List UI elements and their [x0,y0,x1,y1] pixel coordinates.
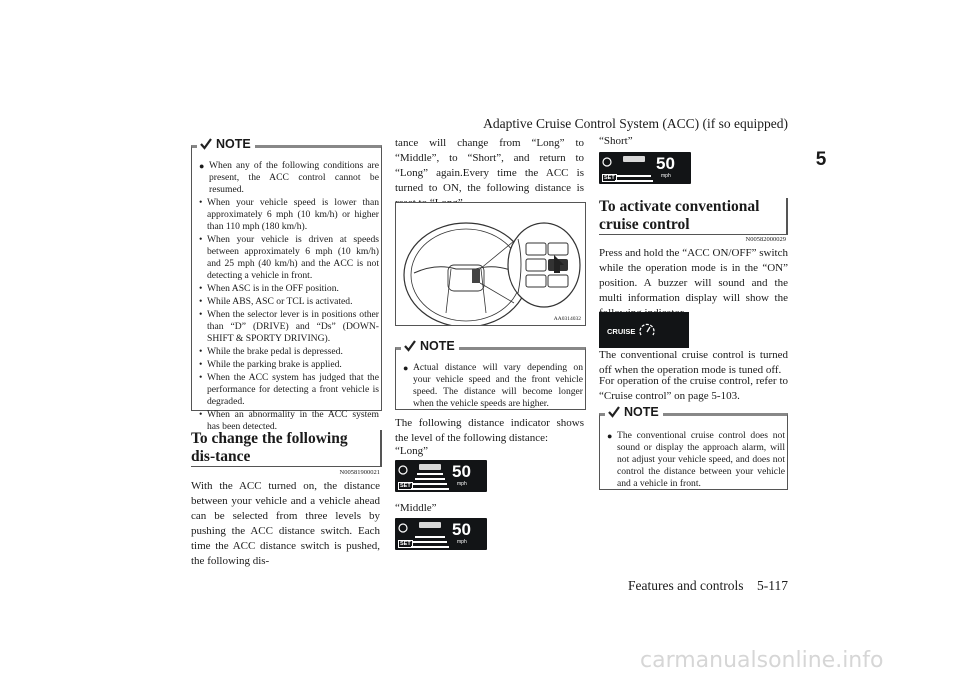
watermark: carmanualsonline.info [640,648,884,673]
distance-display-middle [395,518,487,550]
steering-wheel-figure [395,202,586,326]
checkmark-icon [403,339,417,353]
note-box-1 [191,137,382,432]
set-indicator: SET [604,175,615,181]
section-heading-cruise: To activate conventional cruise control [599,198,788,235]
note-heading [401,339,459,353]
set-indicator: SET [400,483,411,489]
distance-label-long: “Long” [395,445,428,457]
condition-item: • When ASC is in the OFF position. [199,283,379,295]
condition-item: • When your vehicle speed is lower than approximately 6 mph (10 km/h) or higher than 110 mph (180 km/h). [199,197,379,233]
page-footer: Features and controls 5-117 [628,578,788,593]
note-content: ● The conventional cruise control does not sound or display the approach alarm, will not adjust your vehicle speed, and does not control the distance between your vehicle and a vehicle in front. [607,430,785,490]
paragraph: tance will change from “Long” to “Middle”, to “Short”, and return to “Long” again.Every time the ACC is turned to ON, the following distance is [395,137,584,194]
note-content [199,160,379,433]
speed-value: 50 [656,154,675,173]
cruise-label: CRUISE [607,327,636,336]
section-code: N00581900021 [339,469,380,476]
distance-display-short [599,152,691,184]
paragraph: Press and hold the “ACC ON/OFF” switch while the operation mode is in the “ON” position. A buzzer will sound and the multi information display will show the [599,247,788,304]
checkmark-icon [607,405,621,419]
paragraph: The conventional cruise control is turned off when the operation mode is tuned off. [599,349,788,376]
condition-item: • When the selector lever is in positions other than “D” (DRIVE) and “Ds” (DOWN-SHIFT & SPORTY DRIVING). [199,309,379,345]
speedometer-icon [637,320,657,340]
condition-item: • When an abnormality in the ACC system has been detected. [199,409,379,433]
section-heading-distance: To change the following dis-tance [191,430,382,467]
steering-wheel-illustration [396,203,585,325]
figure-code: AA0314032 [553,316,581,322]
distance-display-long [395,460,487,492]
checkmark-icon [199,137,213,151]
set-indicator: SET [400,541,411,547]
note-heading [605,405,663,419]
section-code: N00582000029 [745,236,786,243]
page-header-title: Adaptive Cruise Control System (ACC) (if so equipped) [483,116,788,131]
note-box-3 [599,405,788,490]
paragraph: With the ACC turned on, the distance between your vehicle and a vehicle ahead can be selected from three levels by pushing the ACC distance switch. Each time the ACC distance switch is pushed, the following dis- [191,480,380,567]
note-label: NOTE [420,339,455,353]
condition-item: • While the parking brake is applied. [199,359,379,371]
speed-unit: mph [661,173,671,179]
condition-item: • When your vehicle is driven at speeds between approximately 6 mph (10 km/h) and 25 mph (40 km/h) and the ACC is not detecting a vehicle in front. [199,234,379,282]
speed-unit: mph [457,481,467,487]
cruise-indicator-display [599,312,689,348]
distance-label-short: “Short” [599,135,633,147]
speed-value: 50 [452,462,471,481]
condition-item: • When the ACC system has judged that the performance for detecting a front vehicle is degraded. [199,372,379,408]
note-box-2 [395,339,586,410]
condition-item: • While the brake pedal is depressed. [199,346,379,358]
chapter-tab: 5 [803,134,839,185]
note-label: NOTE [216,137,251,151]
note-intro: ● When any of the following conditions are present, the ACC control cannot be resumed. [199,160,379,196]
paragraph: The following distance indicator shows the level of the following distance: [395,417,584,444]
note-content: ● Actual distance will vary depending on your vehicle speed and the front vehicle speed. The distance will become longer when the vehicle speeds are higher. [403,362,583,410]
speed-unit: mph [457,539,467,545]
distance-label-middle: “Middle” [395,502,437,514]
condition-item: • While ABS, ASC or TCL is activated. [199,296,379,308]
speed-value: 50 [452,520,471,539]
note-label: NOTE [624,405,659,419]
paragraph: For operation of the cruise control, refer to “Cruise control” on page 5-103. [599,375,788,402]
note-heading [197,137,255,151]
